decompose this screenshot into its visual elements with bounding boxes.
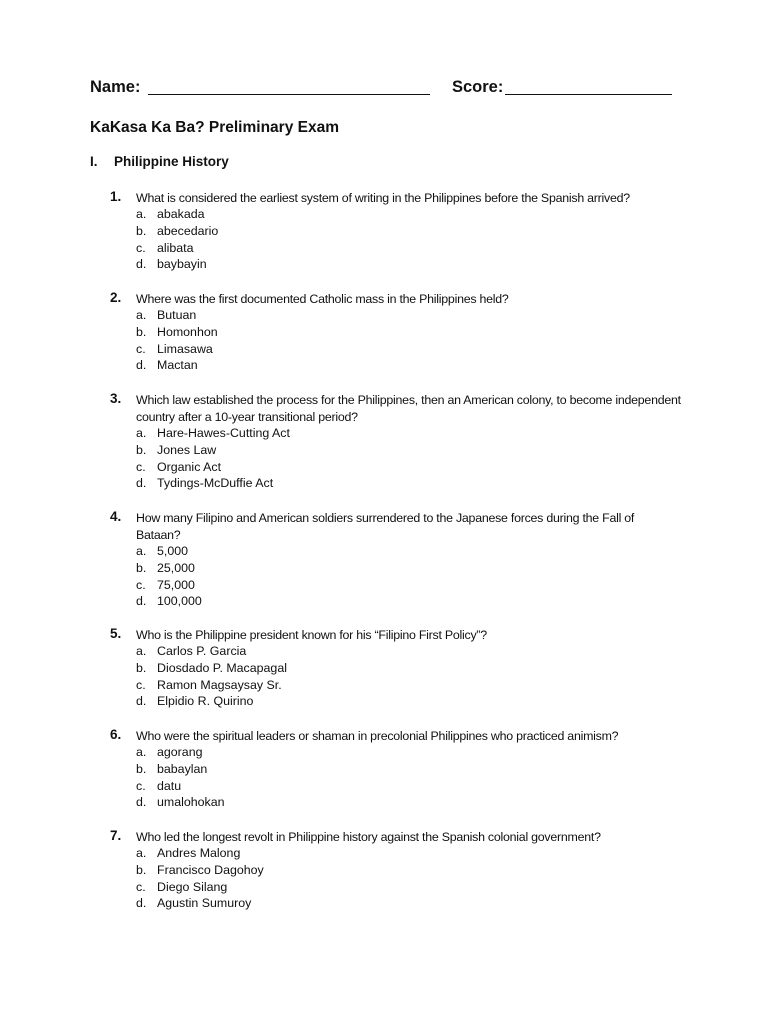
question-number: 7. xyxy=(110,828,122,843)
choice-c[interactable] xyxy=(136,459,681,476)
choice-c[interactable] xyxy=(136,677,681,694)
choice-letter: d. xyxy=(136,476,147,491)
choice-a[interactable] xyxy=(136,307,681,324)
choice-b[interactable] xyxy=(136,442,681,459)
choice-text: datu xyxy=(157,778,182,793)
choice-text: Agustin Sumuroy xyxy=(157,896,252,911)
choice-list xyxy=(136,425,681,492)
choice-b[interactable] xyxy=(136,560,681,577)
choice-c[interactable] xyxy=(136,341,681,358)
name-blank-line[interactable] xyxy=(148,94,430,95)
question-text: Which law established the process for the Philippines, then an American colony, to become independent country after a 10-year transitional period? xyxy=(136,393,681,424)
question-number: 1. xyxy=(110,189,122,204)
choice-d[interactable] xyxy=(136,794,681,811)
choice-b[interactable] xyxy=(136,223,681,240)
choice-letter: b. xyxy=(136,560,147,575)
choice-a[interactable] xyxy=(136,425,681,442)
choice-list xyxy=(136,543,681,610)
choice-list xyxy=(136,307,681,374)
choice-letter: b. xyxy=(136,442,147,457)
question-number: 2. xyxy=(110,290,122,305)
question-text: What is considered the earliest system of writing in the Philippines before the Spanish arrived? xyxy=(136,191,630,205)
choice-d[interactable] xyxy=(136,256,681,273)
choice-text: 100,000 xyxy=(157,594,202,609)
choice-letter: c. xyxy=(136,778,146,793)
choice-d[interactable] xyxy=(136,593,681,610)
choice-text: agorang xyxy=(157,745,203,759)
choice-text: abecedario xyxy=(157,223,219,238)
question-text: Who is the Philippine president known for his “Filipino First Policy”? xyxy=(136,628,487,642)
question-text: Who were the spiritual leaders or shaman in precolonial Philippines who practiced animism? xyxy=(136,729,619,743)
question-text: Where was the first documented Catholic mass in the Philippines held? xyxy=(136,292,509,306)
question-number: 6. xyxy=(110,727,122,742)
choice-letter: b. xyxy=(136,761,147,776)
choice-b[interactable] xyxy=(136,862,681,879)
choice-text: 25,000 xyxy=(157,560,195,575)
choice-a[interactable] xyxy=(136,206,681,223)
choice-b[interactable] xyxy=(136,660,681,677)
choice-text: Butuan xyxy=(157,308,197,322)
choice-text: Ramon Magsaysay Sr. xyxy=(157,677,282,692)
choice-list xyxy=(136,643,681,710)
choice-d[interactable] xyxy=(136,475,681,492)
choice-letter: d. xyxy=(136,795,147,810)
choice-list xyxy=(136,845,681,912)
choice-letter: a. xyxy=(136,846,147,860)
choice-letter: c. xyxy=(136,879,146,894)
question-text: Who led the longest revolt in Philippine history against the Spanish colonial government? xyxy=(136,830,601,844)
choice-text: Andres Malong xyxy=(157,846,241,860)
question-text: How many Filipino and American soldiers surrendered to the Japanese forces during the Fall of Bataan? xyxy=(136,511,635,542)
choice-list xyxy=(136,744,681,811)
choice-text: Mactan xyxy=(157,358,198,373)
choice-letter: d. xyxy=(136,257,147,272)
choice-text: 5,000 xyxy=(157,544,189,558)
choice-letter: d. xyxy=(136,594,147,609)
choice-letter: b. xyxy=(136,862,147,877)
choice-c[interactable] xyxy=(136,778,681,795)
name-label: Name: xyxy=(90,78,141,96)
score-label: Score: xyxy=(452,78,504,96)
choice-a[interactable] xyxy=(136,543,681,560)
choice-d[interactable] xyxy=(136,357,681,374)
choice-text: Francisco Dagohoy xyxy=(157,862,264,877)
choice-letter: a. xyxy=(136,426,147,440)
choice-letter: c. xyxy=(136,459,146,474)
section-number: I. xyxy=(90,154,98,169)
choice-text: Limasawa xyxy=(157,341,213,356)
choice-letter: a. xyxy=(136,644,147,658)
choice-c[interactable] xyxy=(136,577,681,594)
choice-c[interactable] xyxy=(136,879,681,896)
choice-letter: a. xyxy=(136,745,147,759)
choice-text: Carlos P. Garcia xyxy=(157,644,247,658)
section-heading xyxy=(90,154,229,169)
choice-b[interactable] xyxy=(136,324,681,341)
section-title: Philippine History xyxy=(114,154,229,169)
choice-letter: b. xyxy=(136,660,147,675)
choice-d[interactable] xyxy=(136,693,681,710)
choice-text: abakada xyxy=(157,207,205,221)
choice-text: Elpidio R. Quirino xyxy=(157,694,254,709)
choice-text: alibata xyxy=(157,240,194,255)
choice-text: Diosdado P. Macapagal xyxy=(157,660,287,675)
choice-letter: d. xyxy=(136,896,147,911)
choice-b[interactable] xyxy=(136,761,681,778)
choice-d[interactable] xyxy=(136,895,681,912)
choice-letter: a. xyxy=(136,207,147,221)
question-number: 4. xyxy=(110,509,122,524)
choice-a[interactable] xyxy=(136,744,681,761)
choice-letter: c. xyxy=(136,341,146,356)
choice-letter: c. xyxy=(136,577,146,592)
choice-text: Tydings-McDuffie Act xyxy=(157,476,274,491)
choice-letter: d. xyxy=(136,358,147,373)
choice-a[interactable] xyxy=(136,643,681,660)
choice-text: Hare-Hawes-Cutting Act xyxy=(157,426,290,440)
choice-letter: a. xyxy=(136,308,147,322)
choice-text: Jones Law xyxy=(157,442,217,457)
choice-letter: c. xyxy=(136,240,146,255)
choice-letter: a. xyxy=(136,544,147,558)
choice-text: Diego Silang xyxy=(157,879,228,894)
choice-list xyxy=(136,206,681,273)
choice-text: 75,000 xyxy=(157,577,195,592)
exam-header xyxy=(90,78,690,102)
choice-letter: b. xyxy=(136,223,147,238)
choice-text: Homonhon xyxy=(157,324,218,339)
choice-letter: c. xyxy=(136,677,146,692)
choice-text: Organic Act xyxy=(157,459,222,474)
question-number: 5. xyxy=(110,626,122,641)
choice-a[interactable] xyxy=(136,845,681,862)
choice-c[interactable] xyxy=(136,240,681,257)
choice-letter: d. xyxy=(136,694,147,709)
question-number: 3. xyxy=(110,391,122,406)
score-blank-line[interactable] xyxy=(505,94,672,95)
choice-letter: b. xyxy=(136,324,147,339)
choice-text: babaylan xyxy=(157,761,208,776)
choice-text: umalohokan xyxy=(157,795,225,810)
exam-title: KaKasa Ka Ba? Preliminary Exam xyxy=(90,119,339,136)
choice-text: baybayin xyxy=(157,257,207,272)
